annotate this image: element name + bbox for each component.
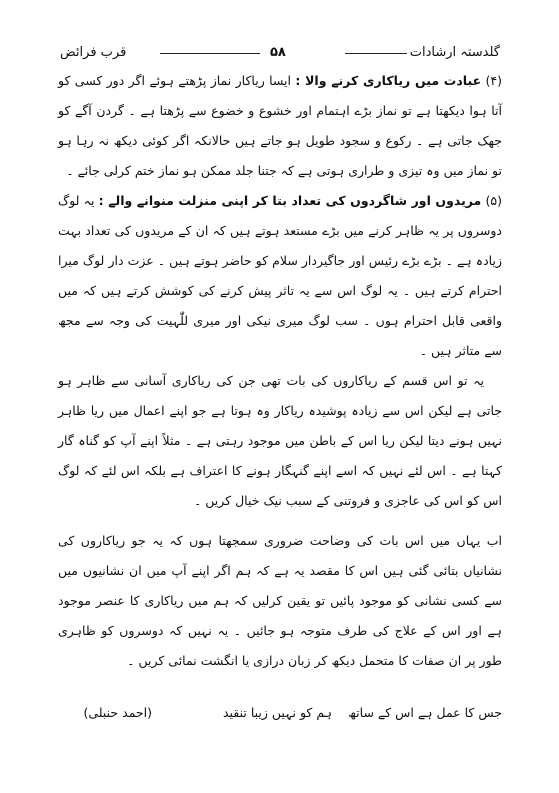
chapter-title: قرب فرائض [60, 45, 127, 60]
item-5-number: (۵) [485, 193, 502, 208]
page-header [60, 40, 500, 66]
item-5-heading: مریدوں اور شاگردوں کی تعداد بتا کر اپنی منزلت منوانے والے : [98, 193, 482, 208]
header-rule-left [160, 53, 260, 54]
page-body [58, 66, 502, 676]
item-5-paragraph [58, 186, 502, 366]
item-4-text: ایسا ریاکار نماز پڑھتے ہوئے اگر دور کسی کو آتا ہوا دیکھتا ہے تو نماز بڑے اہتمام اور خشوع و خضوع سے پڑھتا ہے ۔ گردن آگے کو جھک جاتی ہے ۔ رکوع و سجود طویل ہو جاتے ہیں حالانکہ اگر کوئی دیکھ نہ رہا ہو تو نماز میں وہ تیزی و طراری ہوتی ہے کہ جتنا جلد ممکن ہو نماز ختم کرلی جائے ۔ [58, 73, 502, 178]
verse-line-1: جس کا عمل ہے اس کے ساتھ [348, 705, 502, 720]
summary-paragraph: یہ تو اس قسم کے ریاکاروں کی بات تھی جن کی ریاکاری آسانی سے ظاہر ہو جاتی ہے لیکن اس سے زیادہ پوشیدہ ریاکار وہ ہوتا ہے جو اپنے اعمال میں ریا ظاہر نہیں ہونے دیتا لیکن ریا اس کے باطن میں موجود رہتی ہے ۔ مثلاً اپنے آپ کو گناہ گار کہتا ہے ۔ اس لئے نہیں کہ اسے اپنے گنہگار ہونے کا اعتراف ہے بلکہ اس لئے کہ لوگ اس کو اس کی عاجزی و فروتنی کے سبب نیک خیال کریں ۔ [58, 373, 502, 508]
item-4-number: (۴) [485, 73, 502, 88]
book-title: گلدستہ ارشادات [409, 45, 500, 60]
closing-paragraph: اب یہاں میں اس بات کی وضاحت ضروری سمجھتا ہوں کہ یہ جو ریاکاروں کی نشانیاں بتائی گئی ہیں اس کا مقصد یہ ہے کہ ہم اگر اپنے آپ میں ان نشانیوں میں سے کسی نشانی کو موجود پائیں تو یقین کرلیں کہ ہم میں ریاکاری کا عنصر موجود ہے اور اس کے علاج کی طرف متوجہ ہو جائیں ۔ یہ نہیں کہ دوسروں کو ظاہری طور پر ان صفات کا متحمل دیکھ کر زبان درازی یا انگشت نمائی کریں ۔ [58, 533, 502, 668]
page-number: ۵۸ [270, 45, 286, 60]
item-4-heading: عبادت میں ریاکاری کرنے والا : [295, 73, 482, 88]
item-4-paragraph [58, 66, 502, 186]
item-5-text: یہ لوگ دوسروں پر یہ ظاہر کرنے میں بڑے مستعد ہوتے ہیں کہ ان کے مریدوں کی تعداد بہت زیادہ ہے ۔ بڑے بڑے رئیس اور جاگیردار سلام کو حاضر ہوتے ہیں ۔ عزت دار لوگ میرا احترام کرتے ہیں ۔ یہ لوگ اس سے یہ تاثر پیش کرنے کی کوشش کرتے ہیں کہ میں واقعی قابل احترام ہوں ۔ سب لوگ میری نیکی اور میری للّٰہیت کی وجہ سے مجھ سے متاثر ہیں ۔ [58, 193, 502, 358]
verse-attribution: (احمد حنبلی) [83, 705, 152, 720]
closing-verse [58, 700, 502, 726]
header-rule-right [345, 53, 407, 54]
verse-line-2: ہم کو نہیں زیبا تنقید [222, 705, 332, 720]
